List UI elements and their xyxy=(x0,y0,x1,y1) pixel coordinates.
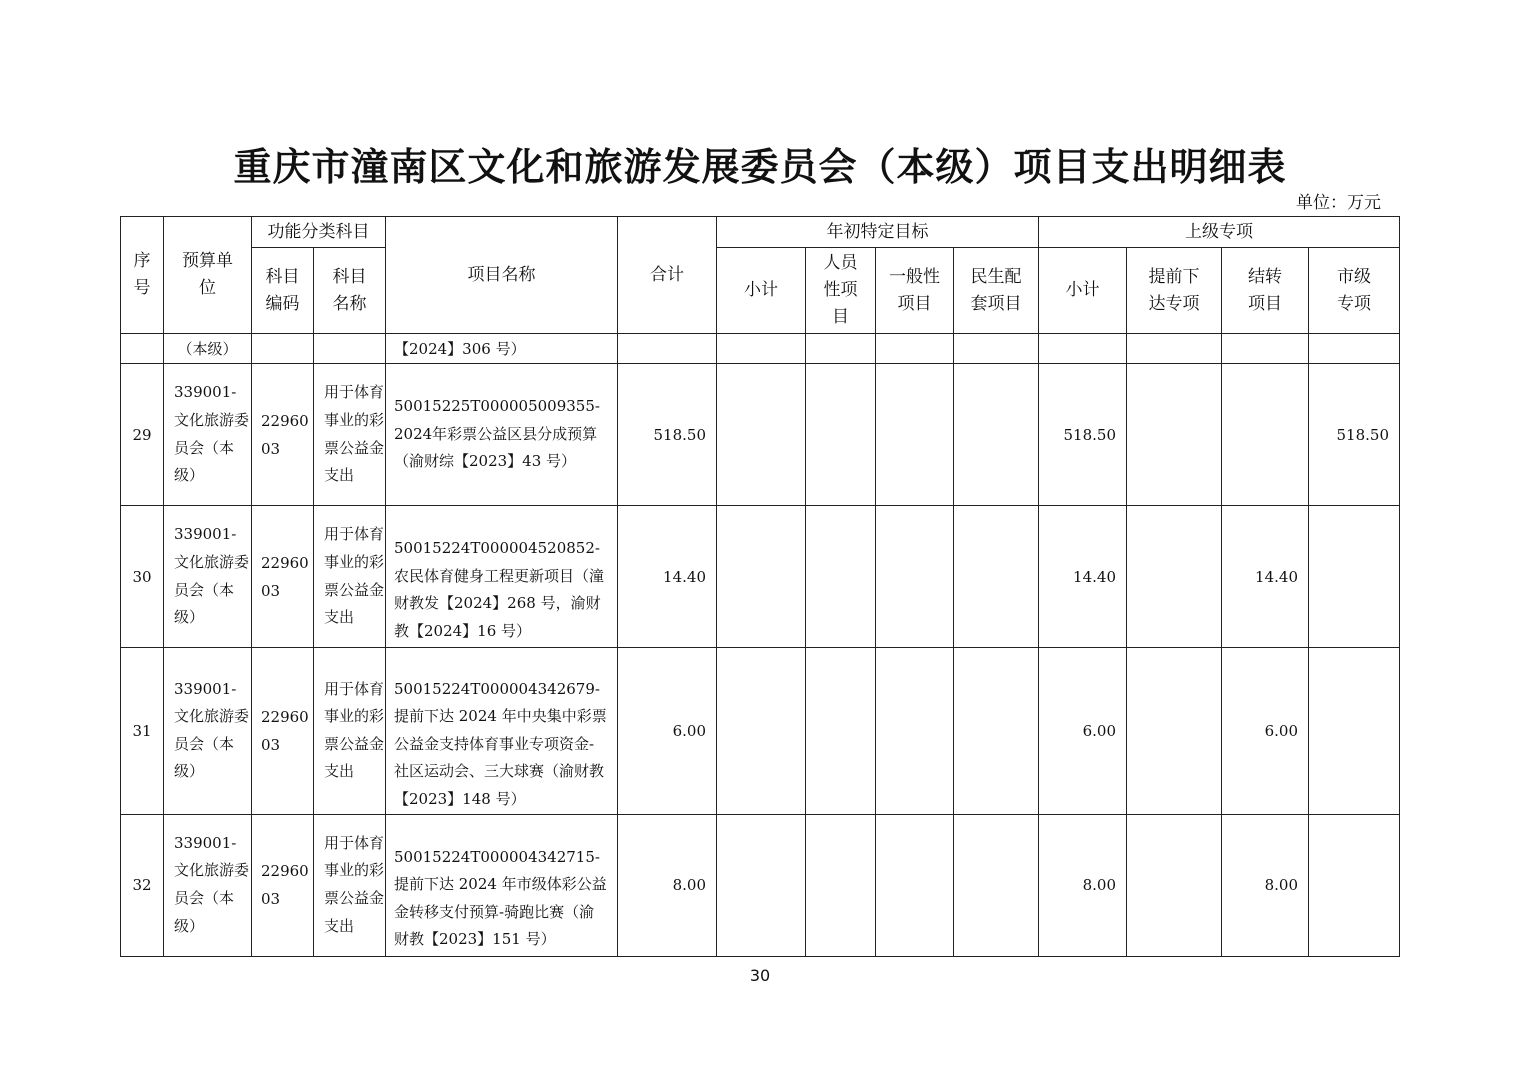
subject-code-cell: 2296003 xyxy=(252,364,314,506)
budget-unit-cell: 339001-文化旅游委员会（本级） xyxy=(164,814,252,956)
hs-subtotal-cell: 518.50 xyxy=(1039,364,1127,506)
header-seq: 序号 xyxy=(121,217,164,334)
table-row xyxy=(121,506,1400,648)
header-at-livelihood: 民生配套项目 xyxy=(954,248,1039,334)
header-at-personnel: 人员性项目 xyxy=(806,248,876,334)
at-livelihood-cell xyxy=(954,648,1039,815)
at-subtotal-cell xyxy=(717,364,806,506)
project-name-cell: 50015224T000004342715-提前下达 2024 年市级体彩公益金转移支付预算-骑跑比赛（渝财教【2023】151 号） xyxy=(386,814,618,956)
table-row xyxy=(121,364,1400,506)
header-project-name: 项目名称 xyxy=(386,217,618,334)
header-annual-target: 年初特定目标 xyxy=(717,217,1039,248)
hs-subtotal-cell: 14.40 xyxy=(1039,506,1127,648)
hs-advance-cell xyxy=(1127,364,1222,506)
subject-code-cell: 2296003 xyxy=(252,506,314,648)
at-subtotal-cell xyxy=(717,648,806,815)
header-budget-unit: 预算单位 xyxy=(164,217,252,334)
at-general-cell xyxy=(876,814,954,956)
seq-cell: 30 xyxy=(121,506,164,648)
subject-code-cell: 2296003 xyxy=(252,648,314,815)
subject-name-cell: 用于体育事业的彩票公益金支出 xyxy=(314,648,386,815)
at-personnel-cell xyxy=(806,364,876,506)
at-general-cell xyxy=(876,364,954,506)
project-name-cell: 50015225T000005009355-2024年彩票公益区县分成预算（渝财综【2023】43 号） xyxy=(386,364,618,506)
header-hs-municipal: 市级专项 xyxy=(1309,248,1400,334)
at-general-cell xyxy=(876,506,954,648)
subject-code-cell: 2296003 xyxy=(252,814,314,956)
header-subject-code: 科目编码 xyxy=(252,248,314,334)
hs-subtotal-cell: 6.00 xyxy=(1039,648,1127,815)
at-livelihood-cell xyxy=(954,814,1039,956)
at-subtotal-cell xyxy=(717,506,806,648)
seq-cell: 29 xyxy=(121,364,164,506)
header-subject-name: 科目名称 xyxy=(314,248,386,334)
project-name-cell: 50015224T000004342679-提前下达 2024 年中央集中彩票公益金支持体育事业专项资金-社区运动会、三大球赛（渝财教【2023】148 号） xyxy=(386,648,618,815)
seq-cell: 31 xyxy=(121,648,164,815)
hs-subtotal-cell: 8.00 xyxy=(1039,814,1127,956)
hs-carryover-cell: 6.00 xyxy=(1222,648,1309,815)
hs-advance-cell xyxy=(1127,648,1222,815)
hs-municipal-cell: 518.50 xyxy=(1309,364,1400,506)
budget-unit-cell: 339001-文化旅游委员会（本级） xyxy=(164,648,252,815)
total-cell: 6.00 xyxy=(618,648,717,815)
hs-carryover-cell: 8.00 xyxy=(1222,814,1309,956)
unit-label: 单位：万元 xyxy=(1296,193,1381,213)
header-total: 合计 xyxy=(618,217,717,334)
total-cell: 8.00 xyxy=(618,814,717,956)
hs-carryover-cell: 14.40 xyxy=(1222,506,1309,648)
at-personnel-cell xyxy=(806,814,876,956)
table-row xyxy=(121,648,1400,815)
project-name-cell: 50015224T000004520852-农民体育健身工程更新项目（潼财教发【2024】268 号，渝财教【2024】16 号） xyxy=(386,506,618,648)
total-cell: 518.50 xyxy=(618,364,717,506)
hs-advance-cell xyxy=(1127,506,1222,648)
header-at-general: 一般性项目 xyxy=(876,248,954,334)
subject-name-cell: 用于体育事业的彩票公益金支出 xyxy=(314,506,386,648)
header-at-subtotal: 小计 xyxy=(717,248,806,334)
header-function-class: 功能分类科目 xyxy=(252,217,386,248)
hs-advance-cell xyxy=(1127,814,1222,956)
page-number: 30 xyxy=(749,966,771,985)
project-expenditure-table xyxy=(120,216,1400,957)
at-livelihood-cell xyxy=(954,364,1039,506)
subject-name-cell: 用于体育事业的彩票公益金支出 xyxy=(314,364,386,506)
hs-municipal-cell xyxy=(1309,648,1400,815)
header-hs-advance: 提前下达专项 xyxy=(1127,248,1222,334)
hs-municipal-cell xyxy=(1309,814,1400,956)
header-hs-subtotal: 小计 xyxy=(1039,248,1127,334)
at-livelihood-cell xyxy=(954,506,1039,648)
project-name-cell: 【2024】306 号） xyxy=(386,334,618,364)
budget-unit-cell: 339001-文化旅游委员会（本级） xyxy=(164,364,252,506)
budget-unit-cell: （本级） xyxy=(164,334,252,364)
seq-cell: 32 xyxy=(121,814,164,956)
continuation-row xyxy=(121,334,1400,364)
hs-carryover-cell xyxy=(1222,364,1309,506)
header-higher-special: 上级专项 xyxy=(1039,217,1400,248)
at-personnel-cell xyxy=(806,506,876,648)
at-personnel-cell xyxy=(806,648,876,815)
at-general-cell xyxy=(876,648,954,815)
subject-name-cell: 用于体育事业的彩票公益金支出 xyxy=(314,814,386,956)
page-title: 重庆市潼南区文化和旅游发展委员会（本级）项目支出明细表 xyxy=(233,144,1287,189)
budget-unit-cell: 339001-文化旅游委员会（本级） xyxy=(164,506,252,648)
hs-municipal-cell xyxy=(1309,506,1400,648)
table-row xyxy=(121,814,1400,956)
at-subtotal-cell xyxy=(717,814,806,956)
total-cell: 14.40 xyxy=(618,506,717,648)
header-hs-carryover: 结转项目 xyxy=(1222,248,1309,334)
